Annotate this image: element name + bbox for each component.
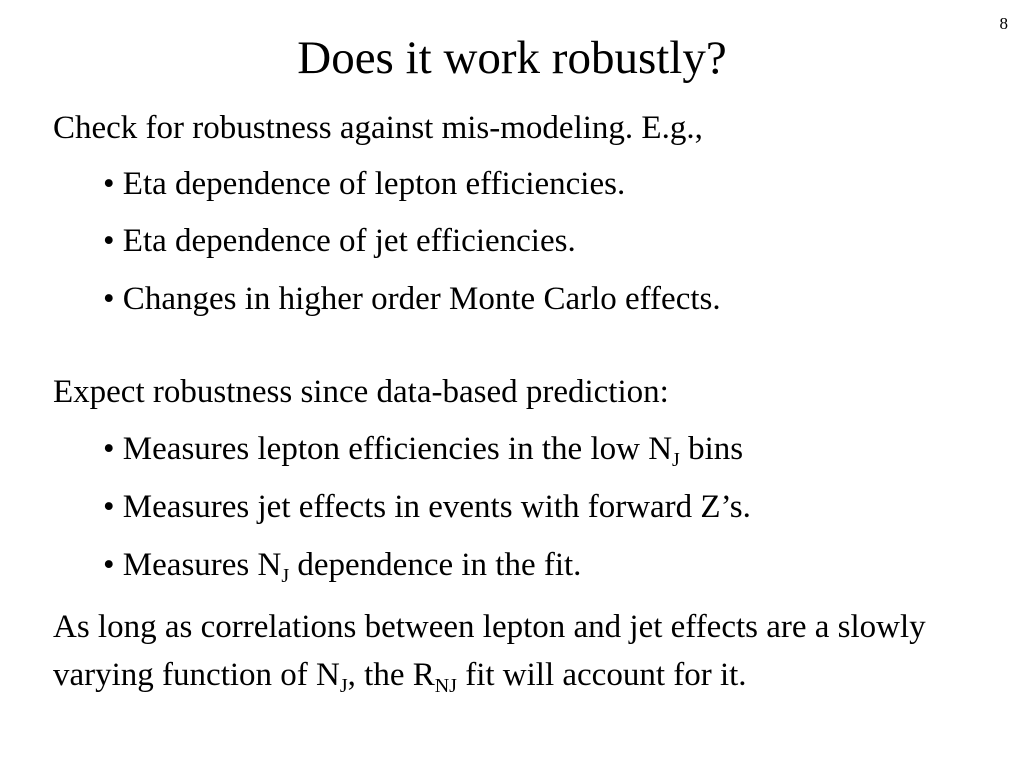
conclusion-text-1: As long as correlations between lepton and jet effects are a slowly varying function of N [53, 609, 926, 693]
bullet-monte-carlo: • Changes in higher order Monte Carlo effects. [103, 281, 721, 317]
bullet-eta-jet: • Eta dependence of jet efficiencies. [103, 223, 576, 259]
conclusion-text-3: fit will account for it. [456, 657, 747, 693]
subscript-j: J [339, 675, 348, 697]
bullet-jet-effects: • Measures jet effects in events with forward Z’s. [103, 489, 751, 525]
bullet-eta-lepton: • Eta dependence of lepton efficiencies. [103, 166, 626, 202]
subscript-j: J [672, 449, 680, 471]
bullet-lepton-efficiencies [103, 429, 743, 469]
page-number: 8 [999, 14, 1008, 33]
bullet-nj-text: • Measures N [103, 547, 282, 583]
slide-title: Does it work robustly? [297, 32, 727, 84]
bullet-lepton-suffix: bins [679, 431, 744, 467]
conclusion-paragraph [53, 603, 953, 699]
bullet-nj-suffix: dependence in the fit. [289, 547, 582, 583]
bullet-nj-dependence [103, 545, 581, 585]
section1-heading: Check for robustness against mis-modeling. E.g., [53, 110, 703, 146]
subscript-nj: NJ [434, 675, 457, 697]
conclusion-text-2: , the R [347, 657, 435, 693]
bullet-lepton-text: • Measures lepton efficiencies in the low N [103, 431, 673, 467]
subscript-j: J [281, 565, 290, 587]
section2-heading: Expect robustness since data-based prediction: [53, 374, 669, 410]
